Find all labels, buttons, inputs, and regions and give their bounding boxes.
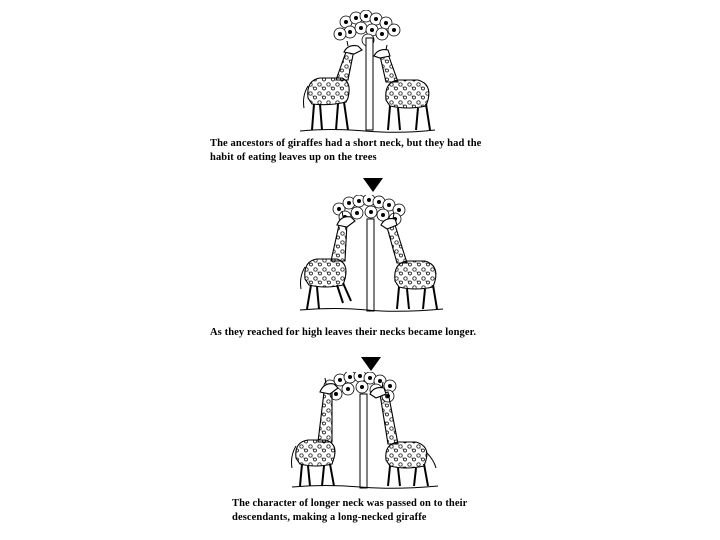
caption-line: habit of eating leaves up on the trees [210,152,377,163]
stage-1-caption [210,137,481,165]
stage-3-illustration [290,372,440,492]
stage-1-illustration [290,10,440,135]
stretching-giraffe-left [301,211,356,309]
tree-trunk [360,394,367,488]
stretching-giraffe-right [381,213,437,309]
long-neck-giraffe-left [292,378,339,486]
short-neck-giraffe-left [304,41,363,130]
caption-line: As they reached for high leaves their necks became longer. [210,327,477,338]
tree-trunk [367,219,374,311]
tree-trunk [366,38,373,130]
stage-3-caption [232,497,467,525]
long-neck-giraffe-right [370,382,436,486]
stage-2-caption [210,326,476,340]
caption-line: The ancestors of giraffes had a short neck, but they had the [210,138,482,149]
caption-line: The character of longer neck was passed on to their [232,498,468,509]
caption-line: descendants, making a long-necked giraffe [232,512,427,523]
short-neck-giraffe-right [374,45,430,130]
down-arrow-icon [361,357,381,371]
down-arrow-icon [363,178,383,192]
stage-2-illustration [295,195,445,315]
